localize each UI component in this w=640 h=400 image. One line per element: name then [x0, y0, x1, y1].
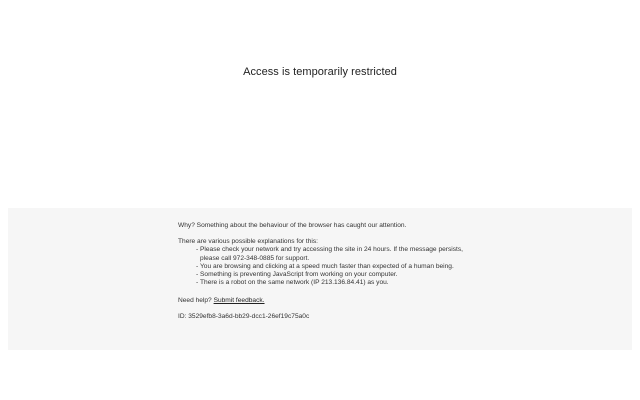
reasons-list — [178, 246, 463, 287]
help-line — [178, 297, 463, 305]
why-text: Why? Something about the behaviour of the browser has caught our attention. — [178, 222, 407, 229]
explanation-panel — [8, 208, 632, 350]
submit-feedback-link[interactable]: Submit feedback. — [213, 297, 265, 305]
reason-text: Please check your network and try accessing the site in 24 hours. If the message persists, please call 972-348-0885 for support. — [200, 246, 463, 262]
reason-item: - Please check your network and try accessing the site in 24 hours. If the message persists, please call 972-348-0885 for support. — [196, 246, 463, 262]
reason-text: Something is preventing JavaScript from working on your computer. — [200, 271, 398, 279]
reason-item: - There is a robot on the same network (IP 213.136.84.41) as you. — [196, 279, 389, 287]
explanation-content — [178, 222, 463, 321]
reason-text: You are browsing and clicking at a speed much faster than expected of a human being. — [200, 262, 454, 270]
request-id: ID: 3529efb8-3a6d-bb29-dcc1-26ef19c75a0c — [178, 312, 310, 320]
reason-item: - You are browsing and clicking at a speed much faster than expected of a human being. — [196, 262, 454, 270]
explanations-intro: There are various possible explanations for this: — [178, 238, 319, 246]
reason-item: - Something is preventing JavaScript from working on your computer. — [196, 271, 398, 279]
reason-text: There is a robot on the same network (IP 213.136.84.41) as you. — [200, 279, 389, 287]
help-prefix: Need help? — [178, 297, 212, 305]
page-title: Access is temporarily restricted — [243, 66, 397, 78]
